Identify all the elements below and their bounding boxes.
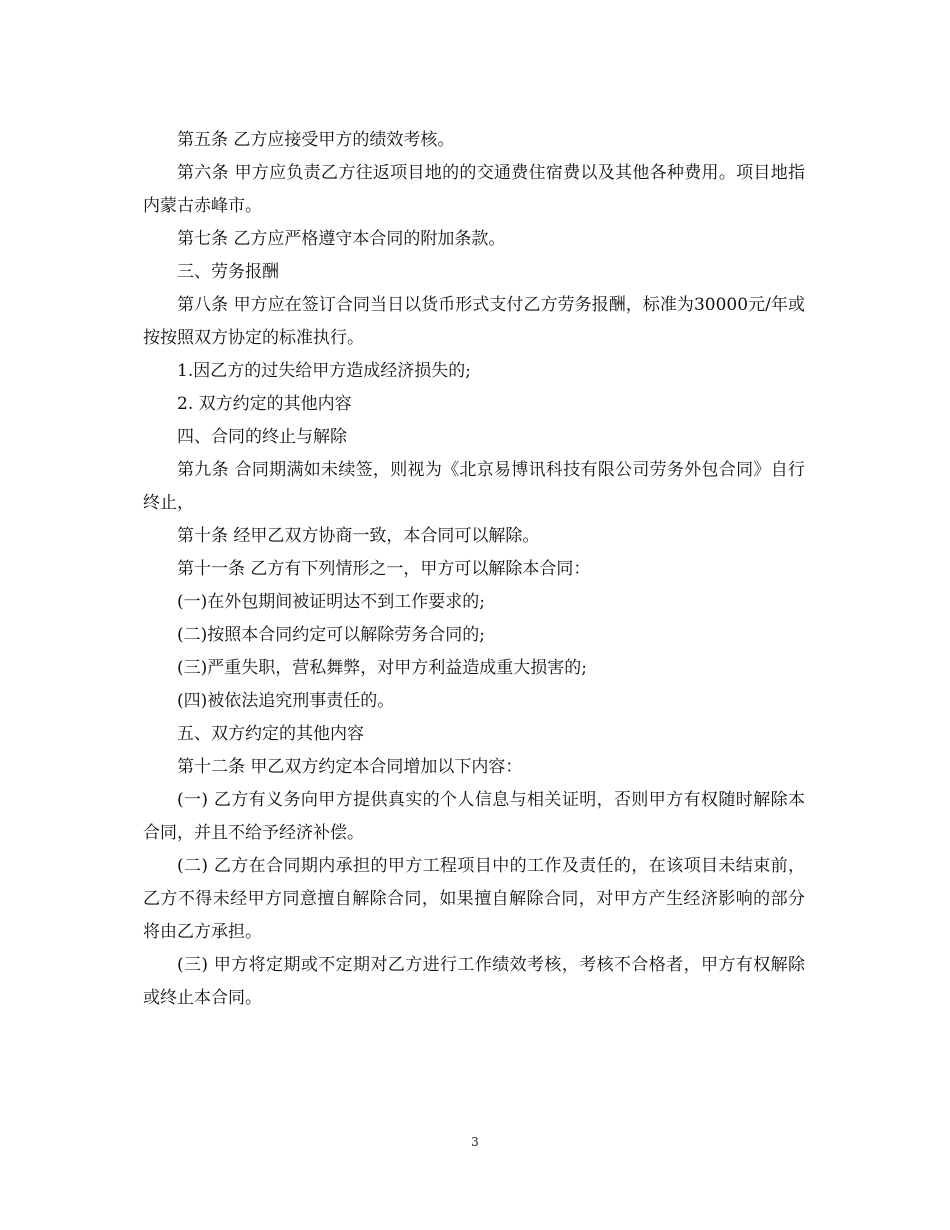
section-heading-other-terms: 五、双方约定的其他内容 — [177, 724, 364, 744]
clause-item-2: (二)按照本合同约定可以解除劳务合同的; — [177, 625, 485, 645]
section-heading-termination: 四、合同的终止与解除 — [177, 427, 347, 447]
paragraph-article-7: 第七条 乙方应严格遵守本合同的附加条款。 — [177, 229, 506, 249]
paragraph-article-6: 第六条 甲方应负责乙方往返项目地的的交通费住宿费以及其他各种费用。项目地指内蒙古赤峰市。 — [143, 163, 805, 216]
paragraph-article-5: 第五条 乙方应接受甲方的绩效考核。 — [177, 130, 455, 150]
paragraph-article-11: 第十一条 乙方有下列情形之一，甲方可以解除本合同： — [177, 559, 591, 579]
paragraph-article-10: 第十条 经甲乙双方协商一致，本合同可以解除。 — [177, 526, 540, 546]
clause-item-3: (三)严重失职，营私舞弊，对甲方利益造成重大损害的; — [177, 658, 587, 678]
paragraph-article-8: 第八条 甲方应在签订合同当日以货币形式支付乙方劳务报酬，标准为30000元/年或按按照双方协定的标准执行。 — [143, 295, 805, 348]
additional-term-1: (一) 乙方有义务向甲方提供真实的个人信息与相关证明，否则甲方有权随时解除本合同，并且不给予经济补偿。 — [143, 790, 805, 843]
section-heading-remuneration: 三、劳务报酬 — [177, 262, 279, 282]
page-number: 3 — [471, 1135, 479, 1149]
clause-item-4: (四)被依法追究刑事责任的。 — [177, 691, 395, 711]
additional-term-3: (三) 甲方将定期或不定期对乙方进行工作绩效考核，考核不合格者，甲方有权解除或终止本合同。 — [143, 955, 805, 1008]
document-body — [143, 124, 805, 1015]
list-item-2: 2. 双方约定的其他内容 — [177, 394, 352, 414]
paragraph-article-9: 第九条 合同期满如未续签，则视为《北京易博讯科技有限公司劳务外包合同》自行终止， — [143, 460, 805, 513]
paragraph-article-12: 第十二条 甲乙双方约定本合同增加以下内容： — [177, 757, 523, 777]
list-item-1: 1.因乙方的过失给甲方造成经济损失的; — [177, 361, 471, 381]
additional-term-2: (二) 乙方在合同期内承担的甲方工程项目中的工作及责任的，在该项目未结束前，乙方不得未经甲方同意擅自解除合同，如果擅自解除合同，对甲方产生经济影响的部分将由乙方承担。 — [143, 856, 805, 942]
clause-item-1: (一)在外包期间被证明达不到工作要求的; — [177, 592, 485, 612]
